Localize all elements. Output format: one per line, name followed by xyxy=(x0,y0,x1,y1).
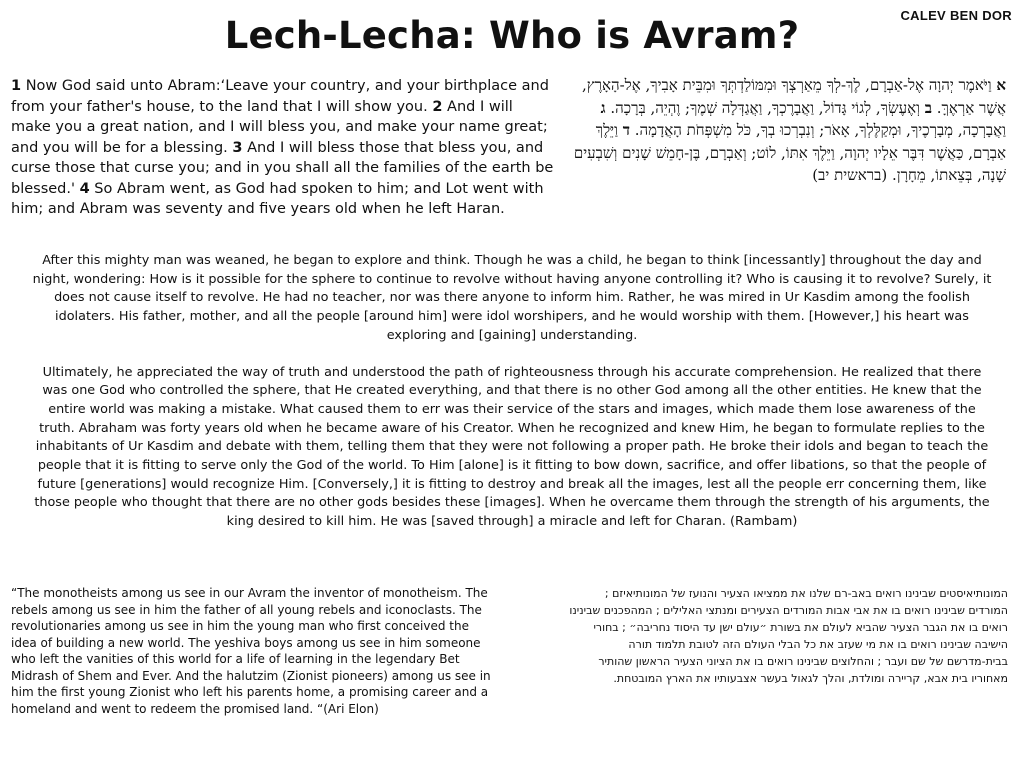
verse-text: וַיֵּלֶךְ אַבְרָם, כַּאֲשֶׁר דִּבֶּר אֵלָיו יְהוָה, וַיֵּלֶךְ אִתּוֹ, לוֹט; וְאַבְרָם, בֶּן-חָמֵשׁ שָׁנִים וְשִׁבְעִים שָׁנָה, בְּצֵאתוֹ, מֵחָרָן. (בראשית יב) xyxy=(573,121,1006,184)
verse-text: וַיֹּאמֶר יְהוָה אֶל-אַבְרָם, לֶךְ-לְךָ מֵאַרְצְךָ וּמִמּוֹלַדְתְּךָ וּמִבֵּית אָבִיךָ, אֶל-הָאָרֶץ, אֲשֶׁר אַרְאֶךָּ. xyxy=(582,76,1006,117)
rambam-paragraph-2: Ultimately, he appreciated the way of truth and understood the path of righteousness through his accurate comprehension. He realized that there was one God who controlled the sphere, that He created everything, and that there is no other God among all the other entities. He knew that the entire world was making a mistake. What caused them to err was their service of the stars and images, which made them lose awareness of the truth. Abraham was forty years old when he became aware of his Creator. When he recognized and knew Him, he began to formulate replies to the inhabitants of Ur Kasdim and debate with them, telling them that they were not following a proper path. He broke their idols and began to teach the people that it is fitting to serve only the God of the world. To Him [alone] is it fitting to bow down, sacrifice, and offer libations, so that the people of future [generations] would recognize Him. [Conversely,] it is fitting to destroy and break all the images, lest all the people err concerning them, like those people who thought that there are no other gods besides these [images]. When he overcame them through the strength of his arguments, the king desired to kill him. He was [saved through] a miracle and left for Charan. (Rambam) xyxy=(34,364,990,530)
verse-number: 4 xyxy=(79,180,90,197)
verse-number: ג xyxy=(600,98,606,117)
elon-quote-english: “The monotheists among us see in our Avram the inventor of monotheism. The rebels among us see in him the father of all young rebels and iconoclasts. The revolutionaries among us see in him the young man who first conceived the idea of building a new world. The yeshiva boys among us see in him someone who left the vanities of this world for a life of learning in the legendary Bet Midrash of Shem and Ever. And the halutzim (Zionist pioneers) among us see in him the first young Zionist who left his parents home, a promising career and a homeland and went to redeem the promised land. “(Ari Elon) xyxy=(11,586,491,716)
verse-number: 3 xyxy=(232,139,243,156)
rambam-paragraph-1: After this mighty man was weaned, he began to explore and think. Though he was a child, he began to think [incessantly] throughout the day and night, wondering: How is it possible for the sphere to continue to revolve without having anyone controlling it? Who is causing it to revolve? Surely, it does not cause itself to revolve. He had no teacher, nor was there anyone to inform him. Rather, he was mired in Ur Kasdim among the foolish idolaters. His father, mother, and all the people [around him] were idol worshipers, and he would worship with them. [However,] his heart was exploring and [gaining] understanding. xyxy=(32,253,992,343)
hebrew-verse-text xyxy=(561,74,1006,187)
verse-number: א xyxy=(996,76,1006,94)
verse-text: And I will make you a great nation, and I will bless you, and make your name great; and you will be for a blessing. xyxy=(11,98,548,156)
page-title: Lech-Lecha: Who is Avram? xyxy=(224,14,800,57)
verse-text: And I will bless those that bless you, and curse those that curse you; and in you shall all the families of the earth be blessed.' xyxy=(11,139,554,197)
verse-text: So Abram went, as God had spoken to him; and Lot went with him; and Abram was seventy and five years old when he left Haran. xyxy=(11,180,544,217)
english-verse-text xyxy=(11,76,556,220)
verse-text: Now God said unto Abram:‘Leave your country, and your birthplace and from your father's house, to the land that I will show you. xyxy=(11,78,549,115)
verse-number: ב xyxy=(924,98,932,117)
rambam-commentary xyxy=(30,252,994,550)
verse-text: וַאֲבָרְכָה, מְבָרְכֶיךָ, וּמְקַלֶּלְךָ, אָאֹר; וְנִבְרְכוּ בְךָ, כֹּל מִשְׁפְּחֹת הָאֲדָמָה. xyxy=(629,121,1006,139)
verse-number: 1 xyxy=(11,78,22,94)
verse-text: וְאֶעֶשְׂךָ, לְגוֹי גָּדוֹל, וַאֲבָרֶכְךָ, וַאֲגַדְּלָה שְׁמֶךָ; וֶהְיֵה, בְּרָכָה. xyxy=(605,98,925,117)
author-name: CALEV BEN DOR xyxy=(900,8,1012,23)
verse-number: 2 xyxy=(432,98,443,115)
elon-quote-hebrew: המונותיאיסטים שבינינו רואים באב-רם שלנו את ממציאו הצעיר והנועז של המונותיאיזם ; המורדים שבינינו רואים בו את אבי אבות המורדים הצעירים ומנתצי האלילים ; המהפכנים שבינינו רואים בו את הגבר הצעיר שהביא לעולם את בשורת ״עולם ישן עד היסוד נחריבה״ ; בחורי הישיבה שבינינו רואים בו את מי שעזב את כל הבלי העולם הזה לטובת תלמוד תורה בבית-מדרשם של שם ועבר ; והחלוצים שבינינו רואים בו את הציוני הצעיר הראשון שהותיר מאחוריו בית אבא, קריירה ומולדת, והלך לגאול בעשר אצבעותיו את הארץ המובטחת. xyxy=(569,587,1008,685)
verse-number: ד xyxy=(622,121,630,139)
